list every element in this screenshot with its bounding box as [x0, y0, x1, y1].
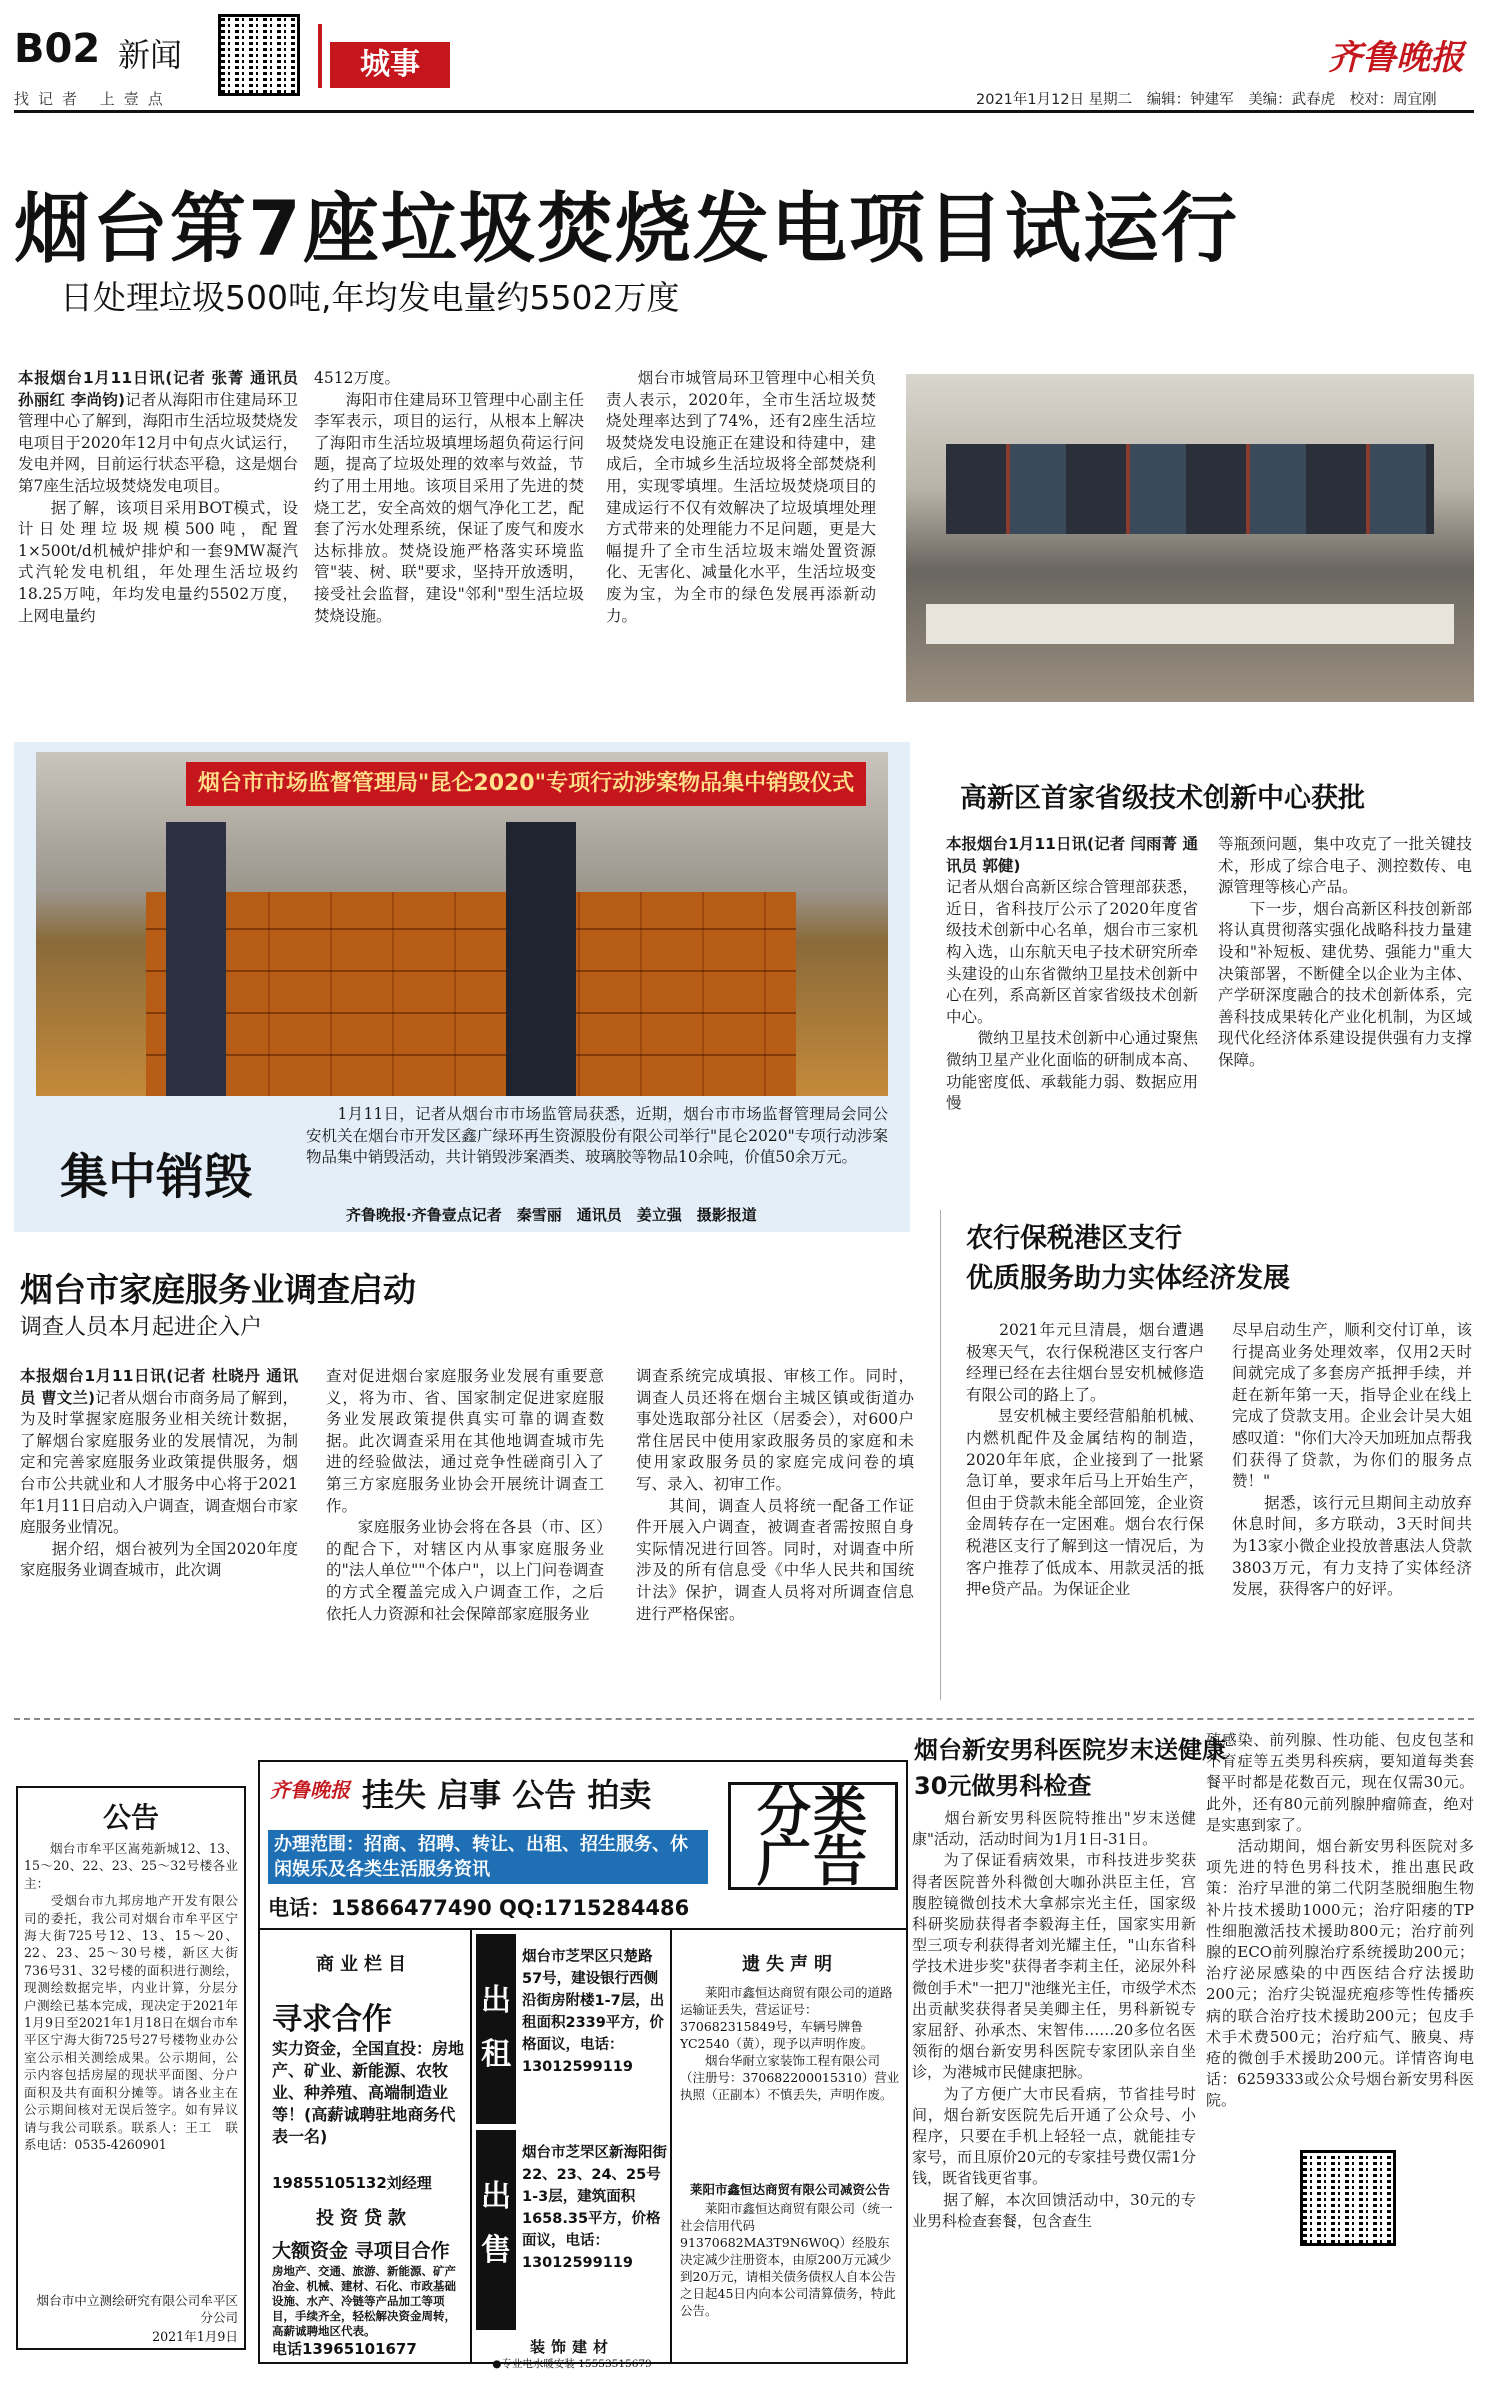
abc-column-1: 2021年元旦清晨，烟台遭遇极寒天气，农行保税港区支行客户经理已经在去往烟台昱安机械修造有限公司的路上了。 昱安机械主要经营船舶机械、内燃机配件及金属结构的制造，2020年年底，企业接到了一批紧急订单，要求年后马上开始生产，但由于贷款未能全部回笼，企业资金周转存在一定困难。烟台农行保税港区支行了解到这一情况后，为客户推荐了低成本、用款灵活的抵押e贷产品。为保证企业 [966, 1321, 1204, 1599]
proofreader: 校对：周宜刚 [1349, 92, 1437, 108]
abc-headline-2: 优质服务助力实体经济发展 [966, 1263, 1290, 1294]
abc-headline-1: 农行保税港区支行 [966, 1223, 1182, 1254]
photo-caption: 1月11日，记者从烟台市市场监管局获悉，近期，烟台市市场监督管理局会同公安机关在烟台市开发区鑫广绿环再生资源股份有限公司举行"昆仑2020"专项行动涉案物品集中销毁活动，共计销毁涉案酒类、玻璃胶等物品10余吨，价值50余万元。 [306, 1105, 888, 1167]
cooperation-phone: 19855105132刘经理 [272, 2174, 432, 2192]
business-column-title: 商业栏目 [316, 1954, 412, 1975]
worker-figure [166, 822, 226, 1096]
capital-reduction-title: 莱阳市鑫恒达商贸有限公司减资公告 [689, 2182, 890, 2197]
section-name: 新闻 [118, 36, 183, 74]
decor-title: 装饰建材 [529, 2338, 614, 2356]
desk [926, 604, 1454, 644]
loan-phone: 电话13965101677 [272, 2340, 417, 2358]
service-range: 办理范围：招商、招聘、转让、出租、招生服务、休闲娱乐及各类生活服务资讯 [268, 1830, 708, 1884]
investment-column-title: 投资贷款 [316, 2208, 412, 2229]
section-tag: 城事 [330, 42, 450, 88]
notice-title: 公告 [102, 1801, 159, 1834]
date-line [976, 88, 1437, 109]
household-headline: 烟台市家庭服务业调查启动 [20, 1270, 416, 1309]
qr-code-icon [218, 14, 300, 96]
gaoxin-column-2: 等瓶颈问题，集中攻克了一批关键技术，形成了综合电子、测控数传、电源管理等核心产品。 下一步，烟台高新区科技创新部将认真贯彻落实强化战略科技力量建设和"补短板、建优势、强能力"重大决策部署，不断健全以企业为主体、产学研深度融合的技术创新体系，完善科技成果转化产业化机制，为区域现代化经济体系建设提供强有力支撑保障。 [1218, 835, 1472, 1069]
lead-subheadline: 日处理垃圾500吨,年均发电量约5502万度 [60, 278, 680, 317]
decor-line: ●专业电水暖安装 15553515679 [492, 2358, 652, 2370]
lost-notice-body: 莱阳市鑫恒达商贸有限公司的道路运输证丢失，营运证号：370682315849号，车辆号牌鲁YC2540（黄），现予以声明作废。 烟台华耐立家装饰工程有限公司（注册号：370682200015310）营业执照（正副本）不慎丢失，声明作废。 [680, 1985, 900, 2102]
notice-org: 烟台市中立测绘研究有限公司牟平区分公司 [36, 2293, 238, 2325]
sale-ad: 烟台市芝罘区新海阳街22、23、24、25号1-3层，建筑面积1658.35平方，价格面议，电话：13012599119 [522, 2145, 667, 2271]
boxes-stack [146, 892, 796, 1096]
page-number: B02 [14, 26, 101, 72]
ads-grid-rule [470, 1928, 472, 2364]
sale-tag: 出售 [476, 2130, 516, 2330]
lead-byline: 本报烟台1月11日讯(记者 张菁 通讯员 孙丽红 李尚钧) [18, 369, 298, 409]
lost-notice-title: 遗失声明 [742, 1954, 838, 1975]
lead-column-1: 本报烟台1月11日讯(记者 张菁 通讯员 孙丽红 李尚钧)记者从海阳市住建局环卫管理中心了解到，海阳市生活垃圾焚烧发电项目于2020年12月中旬点火试运行，发电并网，目前运行状态平稳，这是烟台第7座生活垃圾焚烧发电项目。 据了解，该项目采用BOT模式，设计日处理垃圾规模500吨，配置1×500t/d机械炉排炉和一套9MW凝汽式汽轮发电机组，年处理生活垃圾约18.25万吨，年均发电量约5502万度，上网电量约 [18, 369, 298, 625]
ads-grid-rule [258, 1928, 908, 1930]
loan-body: 房地产、交通、旅游、新能源、矿产冶金、机械、建材、石化、市政基础设施、水产、冷链等产品加工等项目，手续齐全，轻松解决资金周转，高薪诚聘地区代表。 [272, 2264, 456, 2338]
lead-headline: 烟台第7座垃圾焚烧发电项目试运行 [14, 184, 1239, 273]
classified-phone: 电话：15866477490 QQ:1715284486 [268, 1896, 690, 1920]
classified-badge: 分类广告 [728, 1782, 898, 1890]
rent-ad: 烟台市芝罘区只楚路57号，建设银行西侧沿街房附楼1-7层，出租面积2339平方，价格面议，电话：13012599119 [522, 1949, 665, 2075]
household-subheadline: 调查人员本月起进企入户 [20, 1315, 263, 1340]
lead-column-3: 烟台市城管局环卫管理中心相关负责人表示，2020年，全市生活垃圾焚烧处理率达到了74%，还有2座生活垃圾焚烧发电设施正在建设和待建中，建成后，全市城乡生活垃圾将全部焚烧利用，实现零填埋。生活垃圾焚烧项目的建成运行不仅有效解决了垃圾填埋处理方式带来的处理能力不足问题，更是大幅提升了全市生活垃圾末端处置资源化、无害化、减量化水平，生活垃圾变废为宝，为全市的绿色发展再添新动力。 [606, 369, 876, 625]
art-editor: 美编：武春虎 [1248, 92, 1336, 108]
classified-logo: 齐鲁晚报 [270, 1778, 350, 1802]
ad-section-divider [14, 1718, 1474, 1720]
loan-title: 大额资金 寻项目合作 [272, 2240, 450, 2262]
worker-figure [506, 822, 576, 1096]
gaoxin-byline: 本报烟台1月11日讯(记者 闫雨菁 通讯员 郭健) [946, 835, 1198, 875]
ads-grid-rule [670, 1928, 672, 2364]
editor: 编辑：钟建军 [1146, 92, 1234, 108]
abc-column-2: 尽早启动生产，顺利交付订单，该行提高业务处理效率，仅用2天时间就完成了多套房产抵押手续，并赶在新年第一天，指导企业在线上完成了贷款支用。企业会计吴大姐感叹道："你们大冷天加班加点帮我们获得了贷款，为你们的服务点赞！" 据悉，该行元旦期间主动放弃休息时间，多方联动，3天时间共为13家小微企业投放普惠法人贷款3803万元，有力支持了实体经济发展，获得客户的好评。 [1232, 1321, 1472, 1599]
clinic-headline-2: 30元做男科检查 [914, 1772, 1092, 1800]
household-column-2: 查对促进烟台家庭服务业发展有重要意义，将为市、省、国家制定促进家庭服务业发展政策提供真实可靠的调查数据。此次调查采用在其他地调查城市先进的经验做法，通过竞争性磋商引入了第三方家庭服务业协会开展统计调查工作。 家庭服务业协会将在各县（市、区）的配合下，对辖区内从事家庭服务业的"法人单位""个体户"，以上门问卷调查的方式全覆盖完成入户调查工作，之后依托人力资源和社会保障部家庭服务业 [326, 1367, 604, 1623]
newspaper-logo: 齐鲁晚报 [1328, 38, 1464, 78]
photo-headline: 集中销毁 [60, 1149, 253, 1205]
slogan: 找记者 上壹点 [14, 90, 172, 108]
monitor-wall [946, 444, 1434, 534]
tag-bar [318, 24, 322, 88]
capital-reduction-body: 莱阳市鑫恒达商贸有限公司（统一社会信用代码91370682MA3T9N6W0Q）经股东决定减少注册资本，由原200万元减少到20万元，请相关债务债权人自本公告之日起45日内向本公司清算债务，特此公告。 [680, 2201, 896, 2318]
clinic-qr-code-icon [1300, 2150, 1396, 2246]
issue-date: 2021年1月12日 星期二 [976, 92, 1133, 108]
photo-credit: 齐鲁晚报·齐鲁壹点记者 秦雪丽 通讯员 姜立强 摄影报道 [346, 1206, 757, 1224]
photo-banner: 烟台市市场监督管理局"昆仑2020"专项行动涉案物品集中销毁仪式 [186, 762, 866, 806]
masthead-rule [14, 110, 1474, 113]
gaoxin-column-1: 本报烟台1月11日讯(记者 闫雨菁 通讯员 郭健) 记者从烟台高新区综合管理部获悉，近日，省科技厅公示了2020年度省级技术创新中心名单，烟台市三家机构入选，山东航天电子技术研究所牵头建设的山东省微纳卫星技术创新中心在列，系高新区首家省级技术创新中心。 微纳卫星技术创新中心通过聚焦微纳卫星产业化面临的研制成本高、功能密度低、承载能力弱、数据应用慢 [946, 835, 1198, 1113]
clinic-column-2: 殖感染、前列腺、性功能、包皮包茎和不育症等五类男科疾病，要知道每类套餐平时都是花数百元，现在仅需30元。此外，还有80元前列腺肿瘤筛查，绝对是实惠到家了。 活动期间，烟台新安男科医院对多项先进的特色男科技术，推出惠民政策：治疗早泄的第二代阴茎脱细胞生物补片技术援助1000元；治疗阳痿的TP性细胞激活技术援助800元；治疗前列腺的ECO前列腺治疗系统援助200元；治疗泌尿感染的中西医结合疗法援助200元；治疗尖锐湿疣疱疹等性传播疾病的联合治疗技术援助200元；包皮手术手术费500元；治疗疝气、腋臭、痔疮的微创手术援助200元。详情咨询电话：6259333或公众号烟台新安男科医院。 [1206, 1731, 1474, 2110]
control-room-photo [906, 374, 1474, 702]
classified-slogan: 挂失 启事 公告 拍卖 [362, 1776, 652, 1814]
destruction-photo [36, 752, 888, 1096]
cooperation-body: 实力资金，全国直投：房地产、矿业、新能源、农牧业、种养殖、高端制造业等！(高薪诚聘驻地商务代表一名) [272, 2039, 465, 2146]
notice-body: 烟台市牟平区嵩苑新城12、13、15～20、22、23、25～32号楼各业主： 受烟台市九邦房地产开发有限公司的委托，我公司对烟台市牟平区宁海大街725号12、13、15～20、22、23、25～30号楼，新区大街736号31、32号楼的面积进行测绘，现测绘数据完毕，内业计算，分层分户测绘已基本完成，现决定于2021年1月9日至2021年1月18日在烟台市牟平区宁海大街725号27号楼物业办公室公示相关测绘成果。公示期间，公示内容包括房屋的现状平面图、分户面积及共有面积分摊等。请各业主在公示期间核对无误后签字。如有异议请与我公司联系。联系人：王工 联系电话：0535-4260901 [24, 1841, 238, 2152]
gaoxin-headline: 高新区首家省级技术创新中心获批 [960, 783, 1365, 814]
household-column-3: 调查系统完成填报、审核工作。同时，调查人员还将在烟台主城区镇或街道办事处选取部分社区（居委会），对600户常住居民中使用家政服务员的家庭和未使用家政服务员的家庭完成问卷的填写、录入、初审工作。 其间，调查人员将统一配备工作证件开展入户调查，被调查者需按照自身实际情况进行回答。同时，对调查中所涉及的所有信息受《中华人民共和国统计法》保护，调查人员将对所调查信息进行严格保密。 [636, 1367, 914, 1623]
column-divider [940, 1210, 941, 1700]
rent-tag: 出租 [476, 1934, 516, 2124]
household-column-1: 本报烟台1月11日讯(记者 杜晓丹 通讯员 曹文兰)记者从烟台市商务局了解到，为及时掌握家庭服务业相关统计数据，了解烟台家庭服务业的发展情况，为制定和完善家庭服务业政策提供服务，烟台市公共就业和人才服务中心将于2021年1月11日启动入户调查，调查烟台市家庭服务业情况。 据介绍，烟台被列为全国2020年度家庭服务业调查城市，此次调 [20, 1367, 298, 1580]
household-byline: 本报烟台1月11日讯(记者 杜晓丹 通讯员 曹文兰) [20, 1367, 298, 1407]
clinic-headline-1: 烟台新安男科医院岁末送健康 [914, 1736, 1226, 1764]
notice-date: 2021年1月9日 [152, 2329, 238, 2344]
clinic-column-1: 烟台新安男科医院特推出"岁末送健康"活动，活动时间为1月1日-31日。 为了保证看病效果，市科技进步奖获得者医院普外科微创大咖孙洪臣主任，宫腹腔镜微创技术大拿郝宗光主任，国家级科研奖励获得者李毅海主任，国家实用新型三项专利获得者刘光耀主任，"山东省科学技术进步奖"获得者李莉主任，泌尿外科微创手术"一把刀"池继光主任，市级学术杰出贡献奖获得者吴美卿主任，男科新锐专家屈舒、孙承杰、宋智伟……20多位名医领衔的烟台新安男科医院专家团队亲自坐诊，为港城市民健康把脉。 为了方便广大市民看病，节省挂号时间，烟台新安医院先后开通了公众号、小程序，只要在手机上轻轻一点，就能挂专家号，而且原价20元的专家挂号费仅需1分钱，既省钱更省事。 据了解，本次回馈活动中，30元的专业男科检查套餐，包含查生 [912, 1809, 1196, 2230]
cooperation-title: 寻求合作 [272, 2002, 392, 2037]
lead-column-2: 4512万度。 海阳市住建局环卫管理中心副主任李军表示，项目的运行，从根本上解决了海阳市生活垃圾填埋场超负荷运行问题，提高了垃圾处理的效率与效益，节约了用土用地。该项目采用了先进的焚烧工艺，安全高效的烟气净化工艺，配套了污水处理系统，保证了废气和废水达标排放。焚烧设施严格落实环境监管"装、树、联"要求，坚持开放透明，接受社会监督，建设"邻利"型生活垃圾焚烧设施。 [314, 369, 584, 625]
